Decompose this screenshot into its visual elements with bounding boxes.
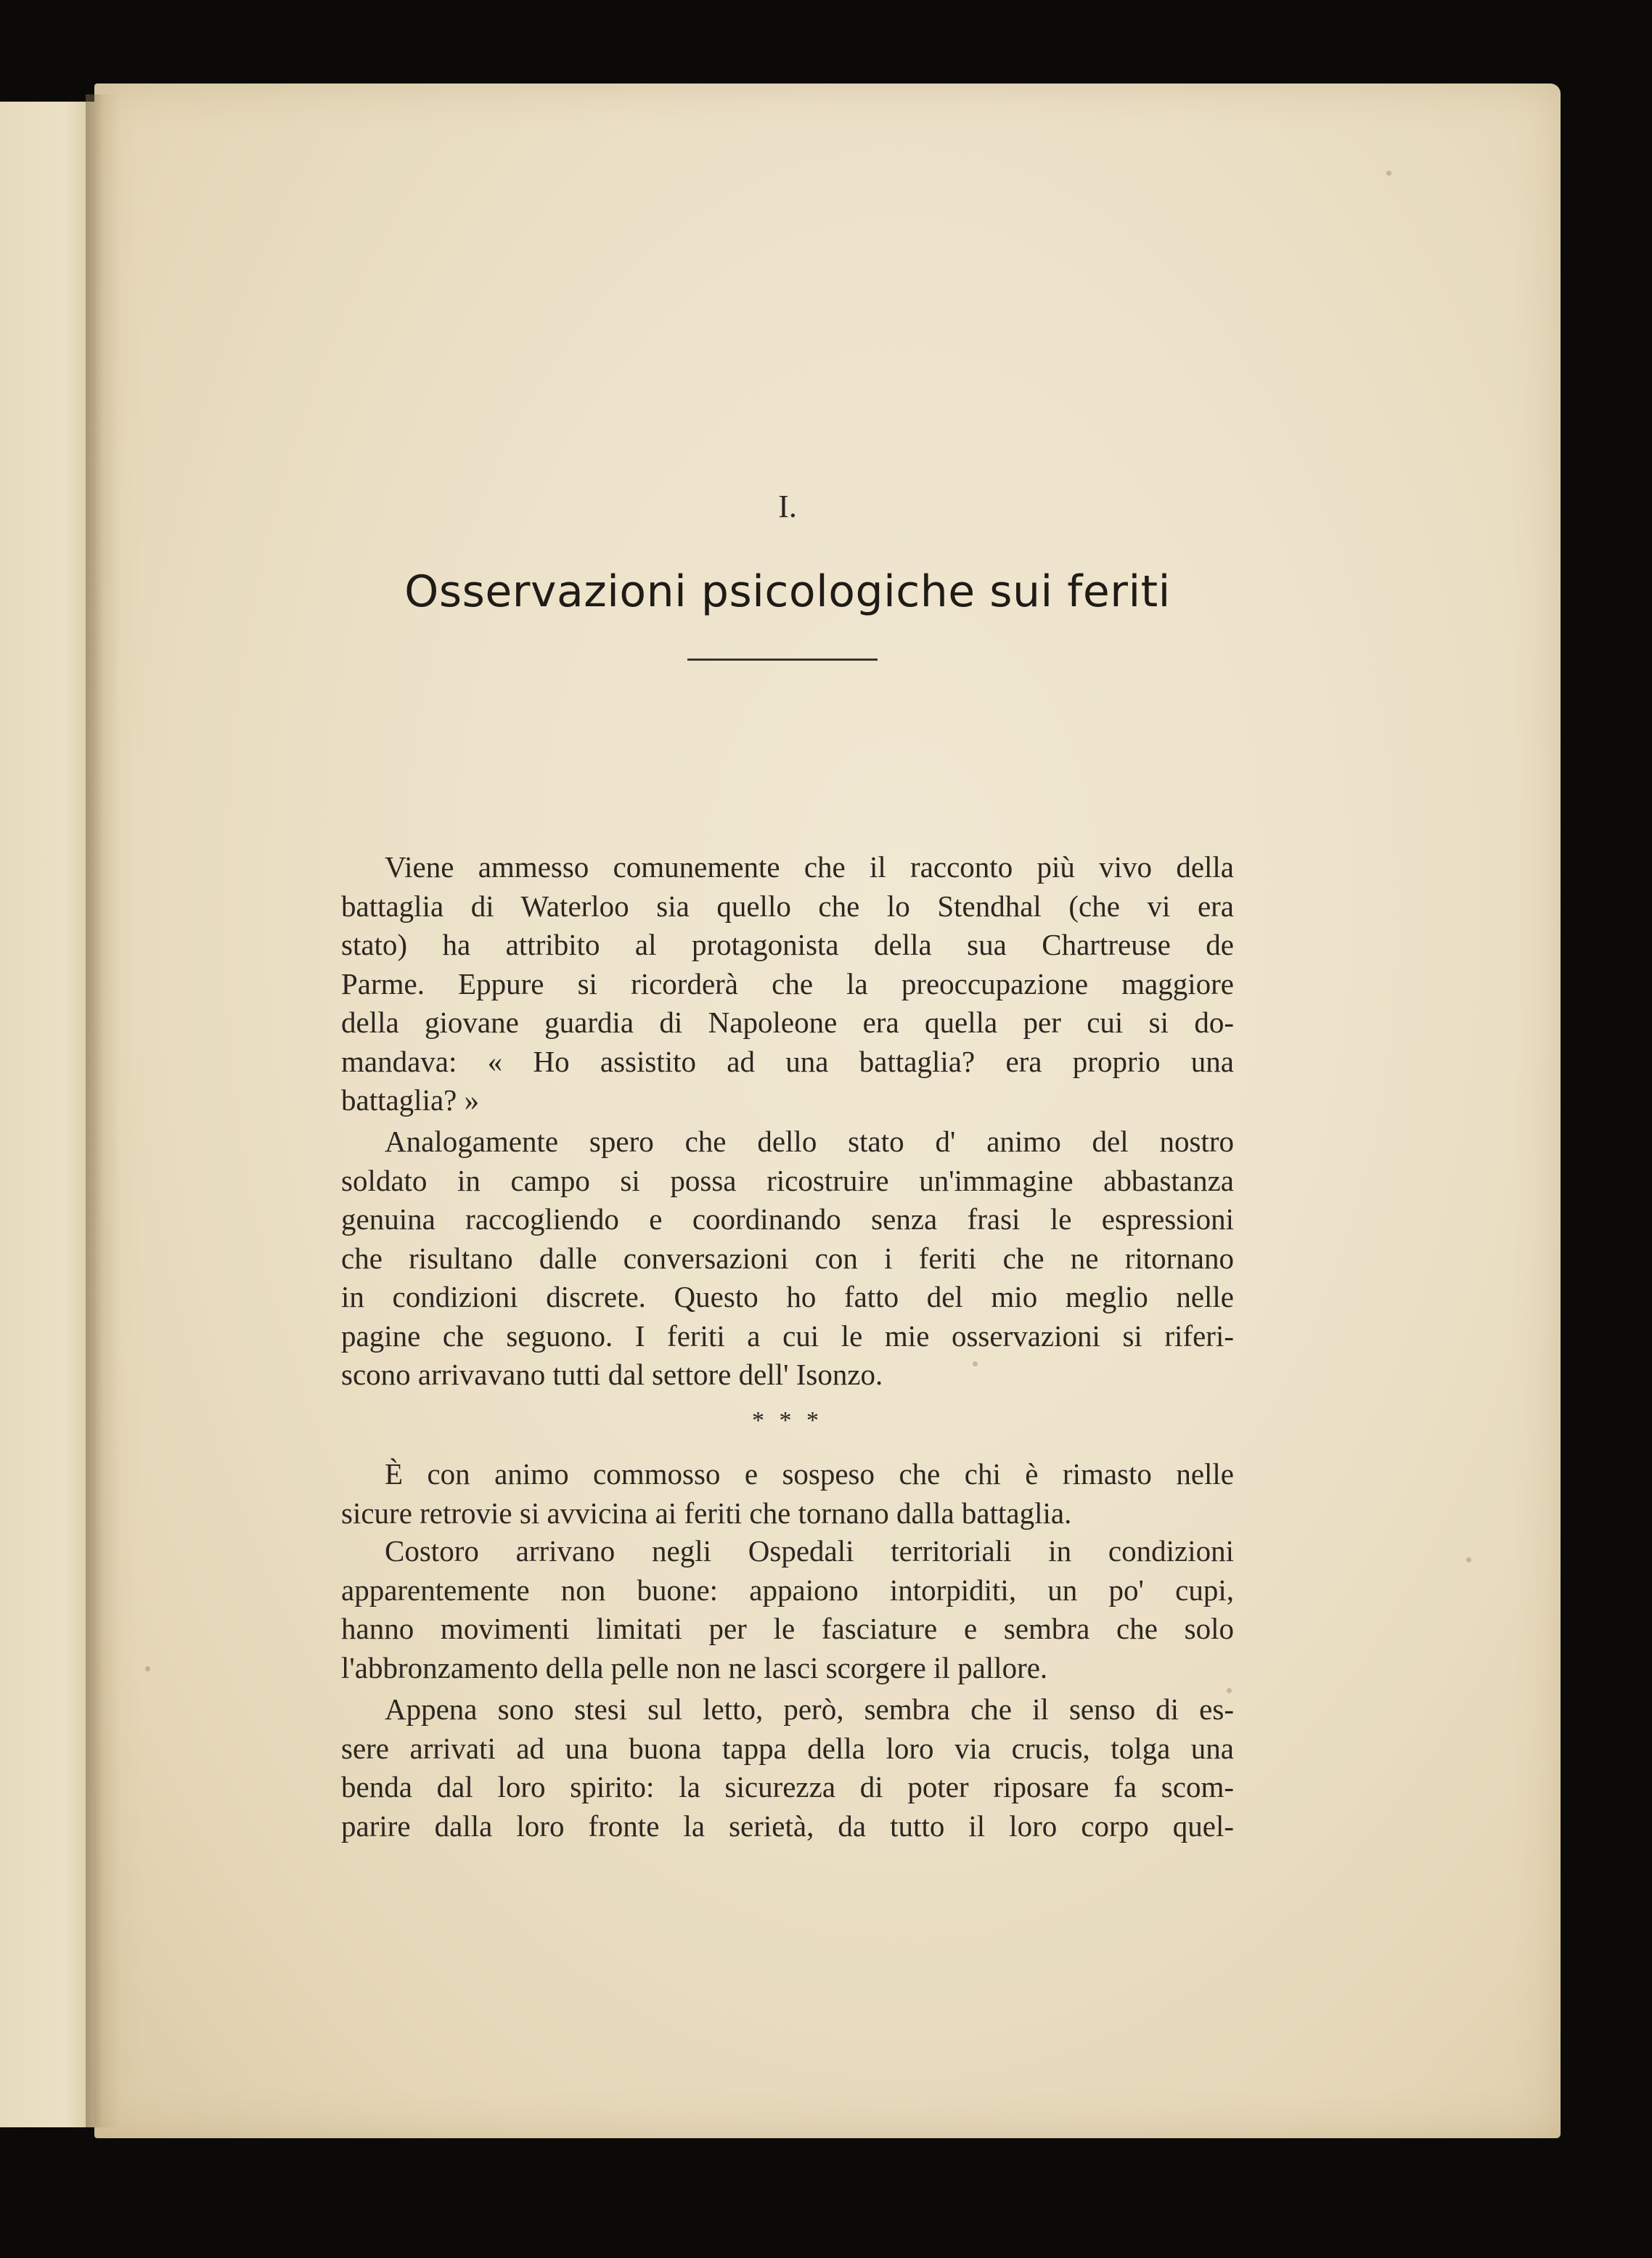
text-line: in condizioni discrete. Questo ho fatto del mio meglio nelle (341, 1280, 1234, 1313)
text-line: l'abbronzamento della pelle non ne lasci scorgere il pallore. (341, 1650, 1048, 1684)
section-separator: * * * (752, 1407, 823, 1434)
text-line: Costoro arrivano negli Ospedali territoriali in condizioni (385, 1534, 1234, 1568)
text-line: parire dalla loro fronte la serietà, da tutto il loro corpo quel- (341, 1809, 1234, 1843)
text-line: Analogamente spero che dello stato d' animo del nostro (385, 1125, 1234, 1158)
text-line: Parme. Eppure si ricorderà che la preoccupazione maggiore (341, 966, 1234, 1000)
text-line: stato) ha attribito al protagonista della sua Chartreuse de (341, 928, 1234, 961)
text-line: pagine che seguono. I feriti a cui le mie osservazioni si riferi- (341, 1318, 1234, 1353)
text-line: soldato in campo si possa ricostruire un'immagine abbastanza (341, 1163, 1234, 1197)
text-line: sicure retrovie si avvicina ai feriti che tornano dalla battaglia. (341, 1496, 1072, 1530)
text-line: Appena sono stesi sul letto, però, sembra che il senso di es- (385, 1692, 1234, 1726)
text-line: della giovane guardia di Napoleone era quella per cui si do- (341, 1006, 1234, 1039)
text-line: battaglia di Waterloo sia quello che lo Stendhal (che vi era (341, 889, 1234, 923)
text-line: sere arrivati ad una buona tappa della loro via crucis, tolga una (341, 1731, 1234, 1765)
paragraph-4 (341, 1532, 1234, 1687)
text-line: benda dal loro spirito: la sicurezza di poter riposare fa scom- (341, 1770, 1234, 1803)
text-line: hanno movimenti limitati per le fasciature e sembra che solo (341, 1612, 1234, 1645)
chapter-number: I. (778, 489, 797, 524)
title-rule (687, 659, 878, 661)
paragraph-1 (341, 848, 1234, 1120)
text-line: mandava: « Ho assistito ad una battaglia? era proprio una (341, 1044, 1234, 1078)
text-line: Viene ammesso comunemente che il racconto più vivo della (385, 850, 1234, 884)
text-line: che risultano dalle conversazioni con i feriti che ne ritornano (341, 1241, 1234, 1275)
text-line: battaglia? » (341, 1083, 480, 1117)
chapter-title: Osservazioni psicologiche sui feriti (404, 566, 1171, 617)
paragraph-5 (341, 1690, 1234, 1846)
paragraph-2 (341, 1122, 1234, 1395)
page-gutter (86, 94, 120, 2127)
text-line: scono arrivavano tutti dal settore dell' Isonzo. (341, 1358, 883, 1391)
text-line: È con animo commosso e sospeso che chi è rimasto nelle (385, 1457, 1234, 1491)
text-line: apparentemente non buone: appaiono intorpiditi, un po' cupi, (341, 1573, 1234, 1607)
paragraph-3 (341, 1455, 1234, 1533)
text-line: genuina raccogliendo e coordinando senza frasi le espressioni (341, 1202, 1234, 1236)
